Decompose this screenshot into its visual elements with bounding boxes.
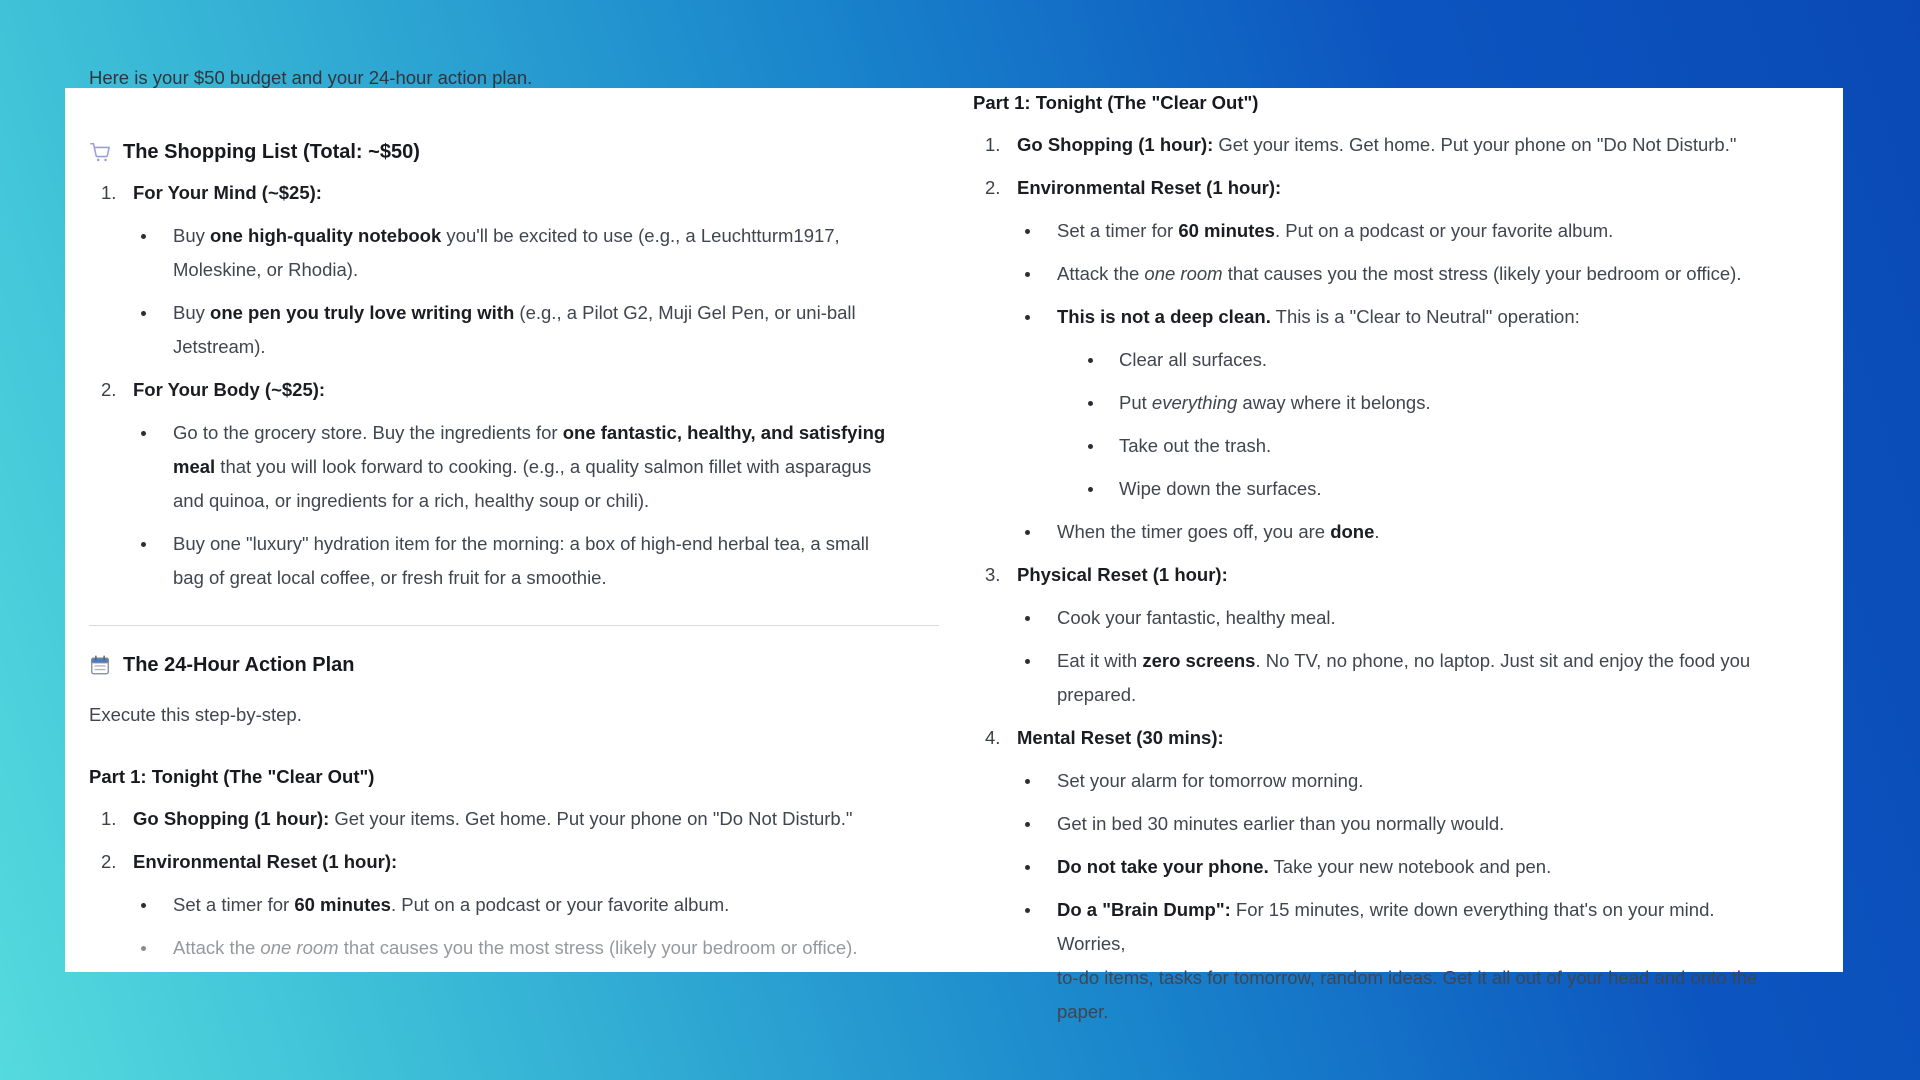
list-number: 4. xyxy=(985,727,1001,748)
list-number: 1. xyxy=(101,808,117,829)
bullet-icon xyxy=(1025,229,1030,234)
bullet-icon xyxy=(141,234,146,239)
list-item-text: Put everything away where it belongs. xyxy=(1119,392,1431,413)
list-item-go-shopping xyxy=(973,128,1773,162)
list-item-put-away xyxy=(973,386,1773,420)
list-item-text: Go Shopping (1 hour): Get your items. Get home. Put your phone on "Do Not Disturb." xyxy=(1017,134,1737,155)
list-item-timer xyxy=(973,214,1773,248)
list-item-text: Set a timer for 60 minutes. Put on a podcast or your favorite album. xyxy=(173,894,730,915)
calendar-icon xyxy=(89,654,111,676)
list-item-attack-clipped xyxy=(89,931,939,965)
list-item-notebook xyxy=(89,219,939,287)
bullet-icon xyxy=(141,431,146,436)
list-number: 2. xyxy=(101,379,117,400)
list-number: 3. xyxy=(985,564,1001,585)
list-item-no-phone xyxy=(973,850,1773,884)
list-item-text: Physical Reset (1 hour): xyxy=(1017,564,1228,585)
action-plan-heading xyxy=(89,648,939,682)
list-item-text: Do not take your phone. Take your new notebook and pen. xyxy=(1057,856,1552,877)
list-item-luxury-hydration xyxy=(89,527,939,595)
shopping-cart-icon xyxy=(89,141,111,163)
bullet-icon xyxy=(1025,315,1030,320)
list-item-text: Environmental Reset (1 hour): xyxy=(133,851,398,872)
list-item-clear-surfaces xyxy=(973,343,1773,377)
list-item-text: Eat it with zero screens. No TV, no phone, no laptop. Just sit and enjoy the food you prepared. xyxy=(1057,650,1751,705)
shopping-list-heading-text: The Shopping List (Total: ~$50) xyxy=(123,141,420,163)
list-item-deep-clean xyxy=(973,300,1773,334)
shopping-list-heading xyxy=(89,135,939,169)
list-item-text: For Your Body (~$25): xyxy=(133,379,326,400)
list-item-text: Mental Reset (30 mins): xyxy=(1017,727,1224,748)
list-item-attack xyxy=(973,257,1773,291)
list-item-timer xyxy=(89,888,939,922)
document-panel xyxy=(65,67,1843,1022)
list-item-wipe xyxy=(973,472,1773,506)
list-number: 1. xyxy=(101,182,117,203)
execute-paragraph: Execute this step-by-step. xyxy=(89,704,302,725)
list-number: 2. xyxy=(101,851,117,872)
list-item-physical-reset xyxy=(973,558,1773,592)
bullet-icon xyxy=(141,946,146,951)
list-item-text: Go Shopping (1 hour): Get your items. Get home. Put your phone on "Do Not Disturb." xyxy=(133,808,853,829)
bullet-icon xyxy=(141,903,146,908)
list-item-text: Attack the one room that causes you the most stress (likely your bedroom or office). xyxy=(1057,263,1742,284)
list-item-text: Do a "Brain Dump": For 15 minutes, write down everything that's on your mind. Worries, to-do items, tasks for tomorrow, random ideas. Get it all out of your head and onto the paper. xyxy=(1057,899,1758,1022)
list-item-alarm xyxy=(973,764,1773,798)
list-item-text: Set your alarm for tomorrow morning. xyxy=(1057,770,1364,791)
bullet-icon xyxy=(1025,659,1030,664)
bullet-icon xyxy=(1088,444,1093,449)
list-item-text: Set a timer for 60 minutes. Put on a podcast or your favorite album. xyxy=(1057,220,1614,241)
bullet-icon xyxy=(1025,779,1030,784)
list-item-timer-done xyxy=(973,515,1773,549)
list-item-text: Buy one pen you truly love writing with (e.g., a Pilot G2, Muji Gel Pen, or uni-ball Jetstream). xyxy=(173,302,856,357)
list-item-trash xyxy=(973,429,1773,463)
list-item-cook xyxy=(973,601,1773,635)
list-item-text: Buy one high-quality notebook you'll be excited to use (e.g., a Leuchtturm1917, Moleskine, or Rhodia). xyxy=(173,225,840,280)
list-item-text: This is not a deep clean. This is a "Clear to Neutral" operation: xyxy=(1057,306,1580,327)
bullet-icon xyxy=(141,542,146,547)
list-item-text: Environmental Reset (1 hour): xyxy=(1017,177,1282,198)
list-item-text: For Your Mind (~$25): xyxy=(133,182,322,203)
list-item-grocery xyxy=(89,416,939,518)
list-item-environmental-reset xyxy=(89,845,939,879)
intro-line-clipped: Here is your $50 budget and your 24-hour action plan. xyxy=(89,67,533,88)
list-item-text: Attack the one room that causes you the most stress (likely your bedroom or office). xyxy=(173,937,858,958)
list-item-brain-dump xyxy=(973,893,1773,1029)
part1-subheading: Part 1: Tonight (The "Clear Out") xyxy=(973,92,1259,113)
list-item-go-shopping xyxy=(89,802,939,836)
list-item-bed xyxy=(973,807,1773,841)
action-plan-heading-text: The 24-Hour Action Plan xyxy=(123,654,355,676)
list-item-text: Wipe down the surfaces. xyxy=(1119,478,1322,499)
bullet-icon xyxy=(1025,616,1030,621)
bullet-icon xyxy=(1025,908,1030,913)
bullet-icon xyxy=(1025,272,1030,277)
list-item-body xyxy=(89,373,939,407)
document-column-left xyxy=(89,61,939,974)
list-item-text: Take out the trash. xyxy=(1119,435,1272,456)
list-item-text: Go to the grocery store. Buy the ingredients for one fantastic, healthy, and satisfying meal that you will look forward to cooking. (e.g., a quality salmon fillet with asparagus and quinoa, or ingredients for a rich, healthy soup or chili). xyxy=(173,422,886,511)
list-item-text: Clear all surfaces. xyxy=(1119,349,1268,370)
bullet-icon xyxy=(1025,822,1030,827)
bullet-icon xyxy=(1088,401,1093,406)
bullet-icon xyxy=(1025,865,1030,870)
document-column-right xyxy=(973,86,1773,1038)
list-item-text: Buy one "luxury" hydration item for the morning: a box of high-end herbal tea, a small bag of great local coffee, or fresh fruit for a smoothie. xyxy=(173,533,869,588)
list-item-text: Get in bed 30 minutes earlier than you normally would. xyxy=(1057,813,1505,834)
list-item-mind xyxy=(89,176,939,210)
list-item-text: When the timer goes off, you are done. xyxy=(1057,521,1380,542)
bullet-icon xyxy=(1025,530,1030,535)
bullet-icon xyxy=(1088,487,1093,492)
list-item-eat xyxy=(973,644,1773,712)
bullet-icon xyxy=(1088,358,1093,363)
bullet-icon xyxy=(141,311,146,316)
list-item-mental-reset xyxy=(973,721,1773,755)
list-number: 1. xyxy=(985,134,1001,155)
list-item-pen xyxy=(89,296,939,364)
part1-subheading: Part 1: Tonight (The "Clear Out") xyxy=(89,766,375,787)
list-item-environmental-reset xyxy=(973,171,1773,205)
section-divider xyxy=(89,625,939,626)
list-item-text: Cook your fantastic, healthy meal. xyxy=(1057,607,1336,628)
list-number: 2. xyxy=(985,177,1001,198)
